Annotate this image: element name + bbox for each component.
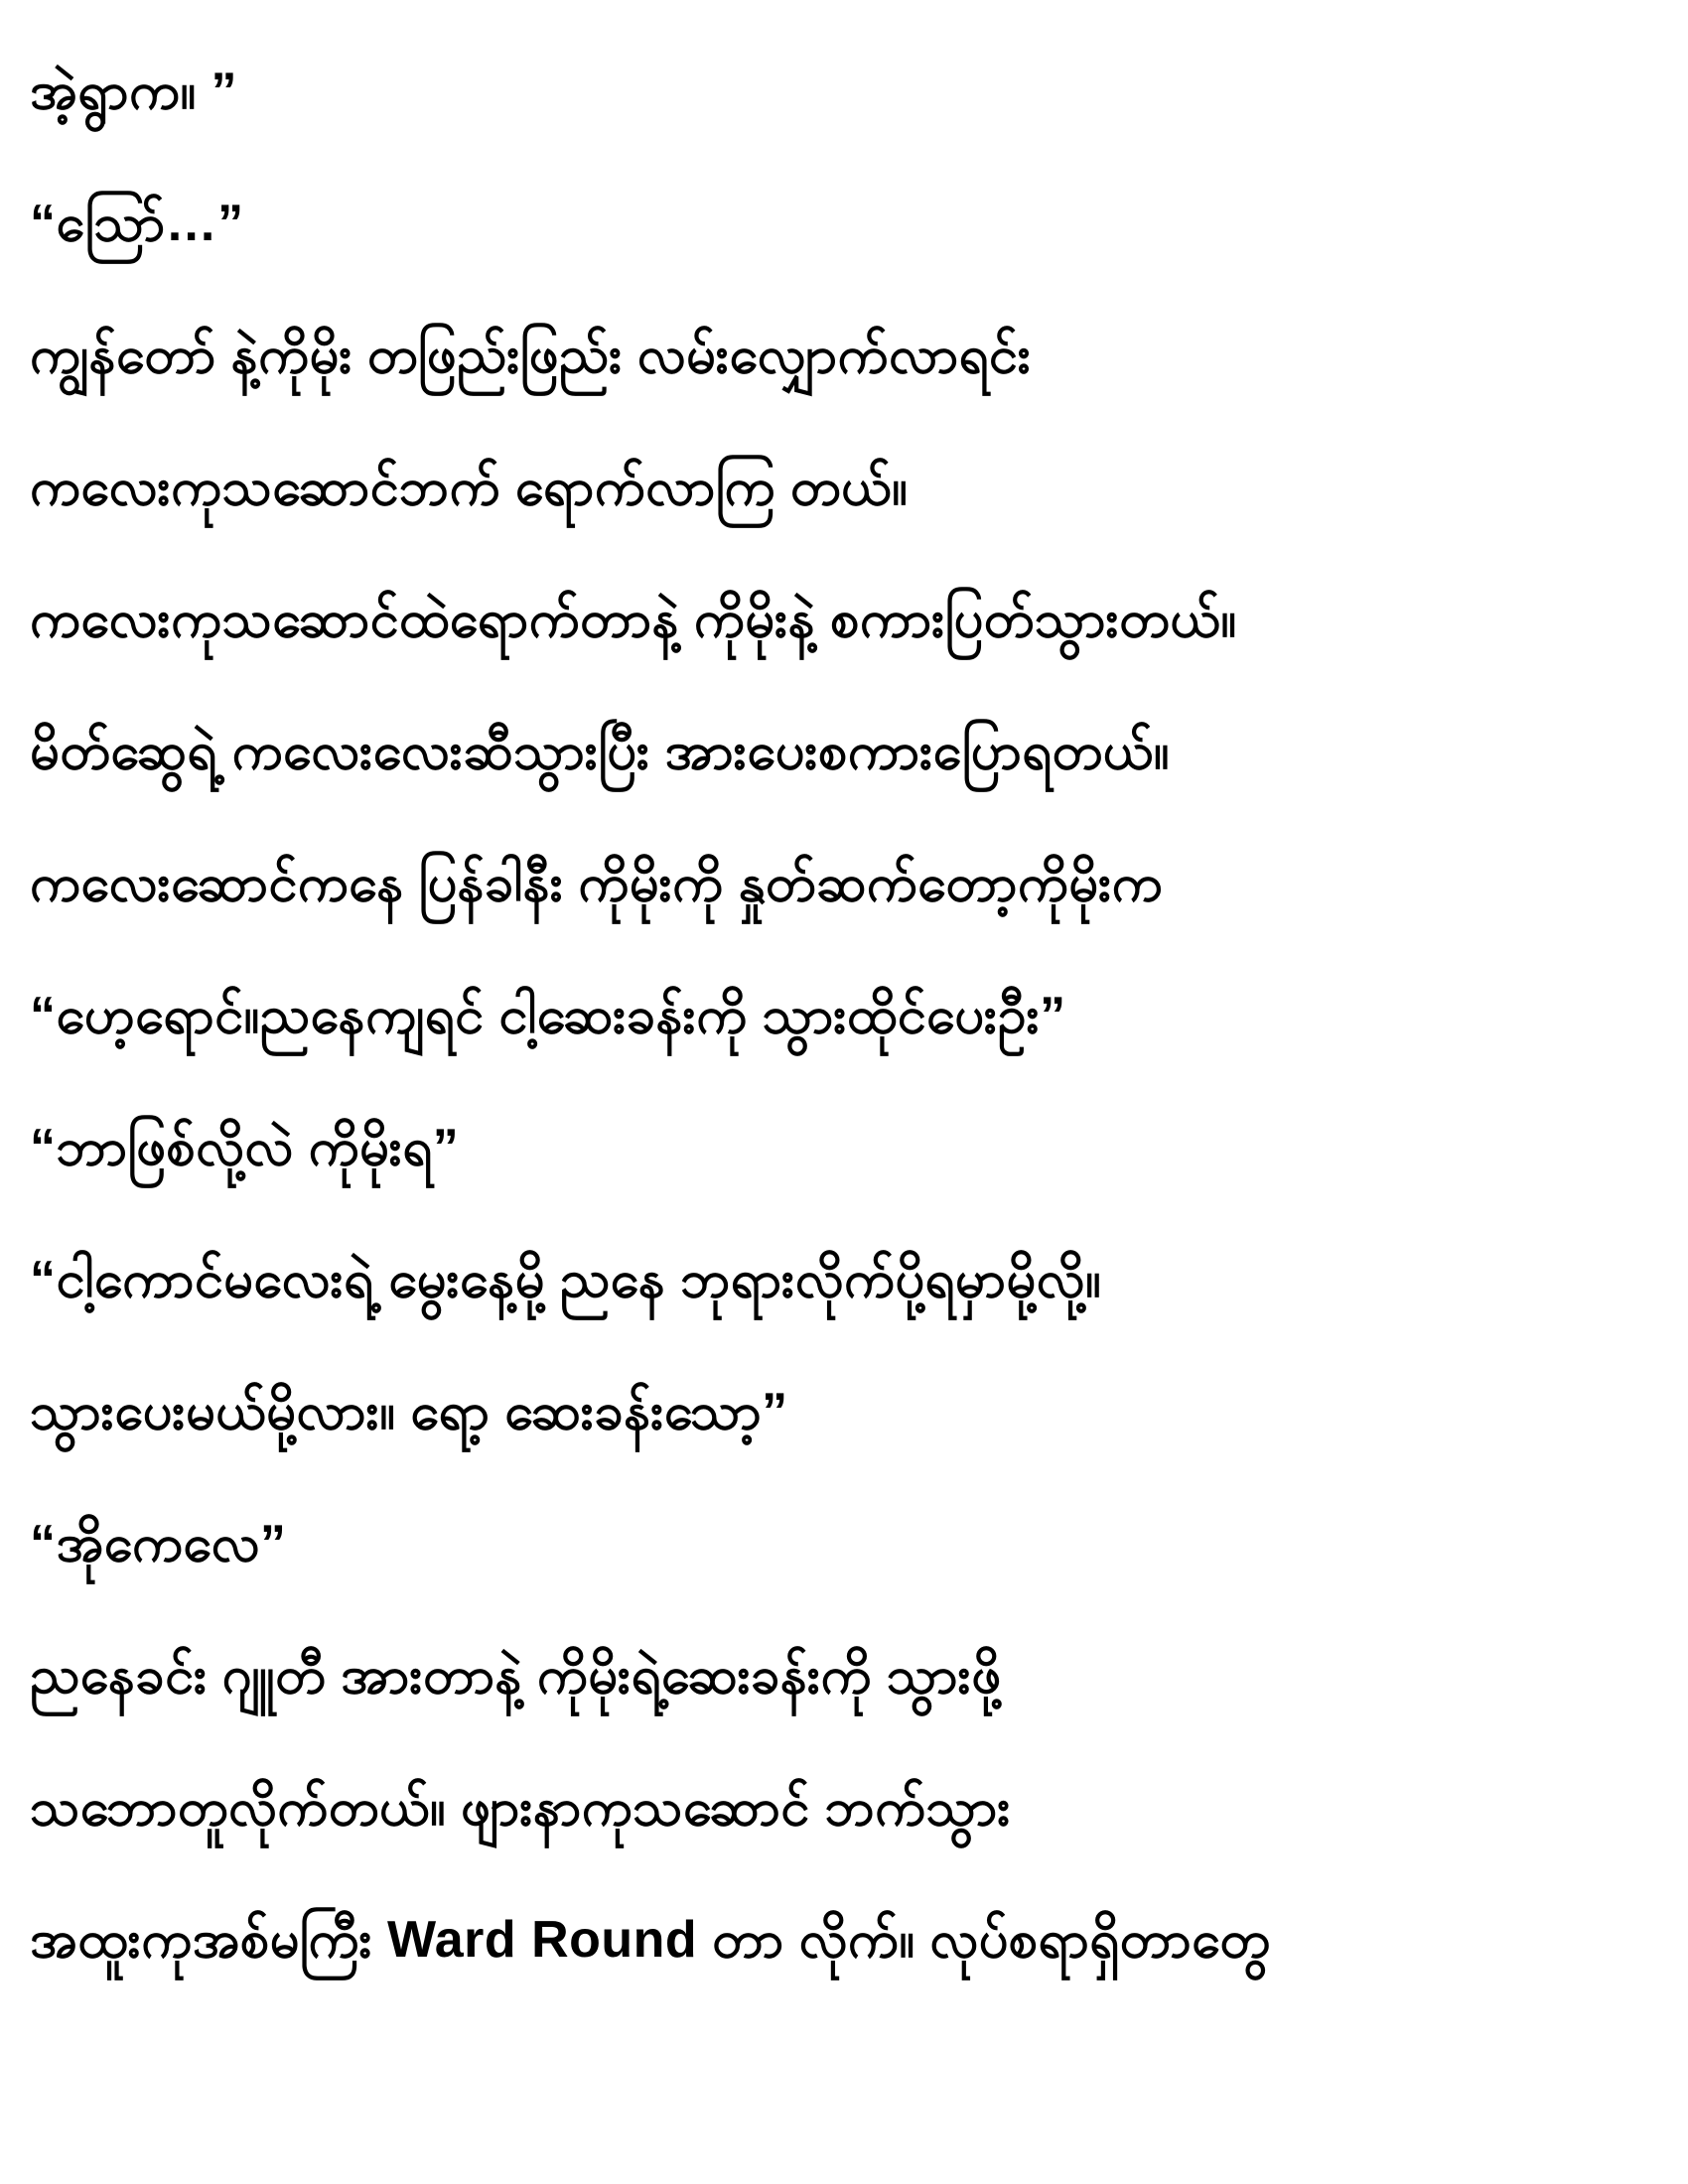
text-line: သွားပေးမယ်မို့လား။ ရော့ ဆေးခန်းသော့” [30, 1383, 788, 1440]
text-line: သဘောတူလိုက်တယ်။ ဖျားနာကုသဆောင် ဘက်သွား [30, 1779, 1011, 1837]
text-line: ကလေးကုသဆောင်ထဲရောက်တာနဲ့ ကိုမိုးနဲ့ စကားပြတ်သွားတယ်။ [30, 591, 1237, 648]
text-line: “ဘာဖြစ်လို့လဲ ကိုမိုးရ” [30, 1119, 460, 1176]
text-line: ကလေးဆောင်ကနေ ပြန်ခါနီး ကိုမိုးကို နှုတ်ဆက်တော့ကိုမိုးက [30, 855, 1164, 912]
text-line: “ဟေ့ရောင်။ညနေကျရင် ငါ့ဆေးခန်းကို သွားထိုင်ပေးဦး” [30, 987, 1066, 1044]
text-line: ညနေခင်း ဂျူတီ အားတာနဲ့ ကိုမိုးရဲ့ဆေးခန်းကို သွားဖို့ [30, 1647, 1002, 1705]
text-line: “သြော်…” [30, 195, 244, 252]
text-line: ကျွန်တော် နဲ့ကိုမိုး တဖြည်းဖြည်း လမ်းလျှောက်လာရင်း [30, 327, 1032, 384]
text-line: အဲ့ရွာက။ ” [30, 63, 238, 120]
burmese-text-block [30, 26, 1658, 2006]
text-line: မိတ်ဆွေရဲ့ ကလေးလေးဆီသွားပြီး အားပေးစကားပြောရတယ်။ [30, 723, 1170, 780]
text-line: အထူးကုအစ်မကြီး Ward Round တာ လိုက်။ လုပ်စရာရှိတာတွေ [30, 1911, 1271, 1969]
text-line: “ငါ့ကောင်မလေးရဲ့ မွေးနေ့မို့ ညနေ ဘုရားလိုက်ပို့ရမှာမို့လို့။ [30, 1251, 1102, 1308]
text-line: “အိုကေလေ” [30, 1515, 287, 1572]
text-line: ကလေးကုသဆောင်ဘက် ရောက်လာကြ တယ်။ [30, 459, 909, 516]
